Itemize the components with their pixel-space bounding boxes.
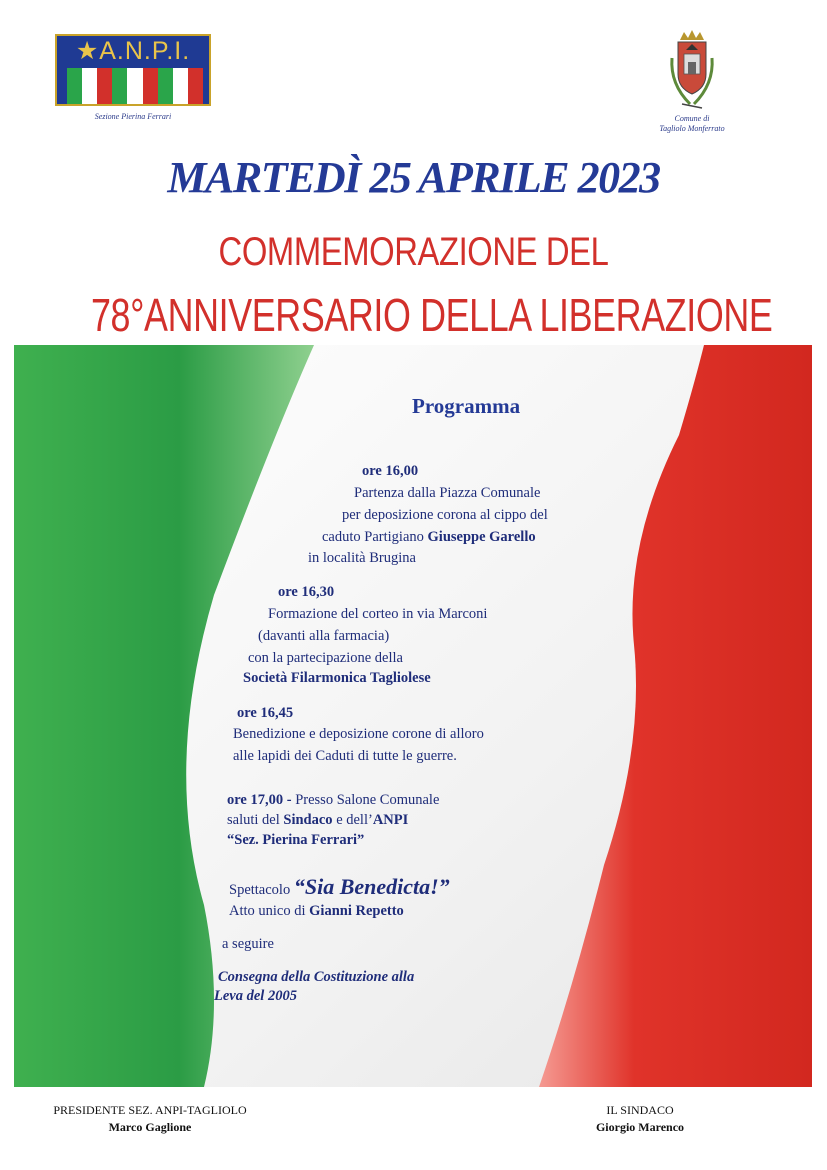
item4-line2-c: e dell’ (332, 812, 373, 828)
item1-time (362, 461, 418, 481)
item4-line2-d: ANPI (372, 812, 409, 828)
item2-line3: con la partecipazione della (248, 650, 403, 666)
program-heading: Programma (412, 394, 521, 418)
president-name: Marco Gaglione (108, 1120, 192, 1134)
item1-line3-text: caduto Partigiano (322, 529, 428, 545)
anpi-logo (55, 34, 211, 106)
item1-partisan-name: Giuseppe Garello (427, 529, 536, 545)
item2-line4 (243, 668, 431, 688)
item5-label: Spettacolo (229, 882, 294, 898)
item6-line3: Leva del 2005 (214, 988, 297, 1004)
item4-line1-text: Presso Salone Comunale (291, 792, 440, 808)
item3-line2: alle lapidi dei Caduti di tutte le guerre. (233, 748, 457, 764)
item4-section-name: “Sez. Pierina Ferrari” (227, 832, 365, 848)
comune-caption-line1: Comune di (674, 114, 710, 123)
title-line1: COMMEMORAZIONE DEL (218, 230, 609, 274)
mayor-role: IL SINDACO (606, 1103, 674, 1117)
item5-author: Gianni Repetto (309, 903, 404, 919)
item5-line2-a: Atto unico di (229, 903, 310, 919)
item2-band-name: Società Filarmonica Tagliolese (243, 670, 431, 686)
comune-crest-icon (666, 28, 718, 112)
item2-line2: (davanti alla farmacia) (258, 628, 390, 644)
item5-line1 (229, 874, 450, 903)
item4-line2 (227, 810, 408, 830)
item3-time-text: ore 16,45 (237, 705, 294, 721)
item5-line2 (229, 901, 404, 921)
event-date-title: MARTEDÌ 25 APRILE 2023 (167, 153, 660, 202)
anpi-caption: Sezione Pierina Ferrari (94, 112, 172, 121)
anpi-logo-stripes (67, 68, 203, 104)
item3-time (237, 703, 293, 723)
item6-line2: Consegna della Costituzione alla (218, 969, 415, 985)
comune-caption (640, 114, 744, 134)
item4-line2-a: saluti del (227, 812, 284, 828)
item2-time-text: ore 16,30 (278, 584, 335, 600)
item4-line1 (227, 790, 439, 810)
item5-show-title: “Sia Benedicta!” (293, 874, 450, 899)
item1-line1: Partenza dalla Piazza Comunale (354, 485, 541, 501)
item1-line4: in località Brugina (308, 550, 416, 566)
president-role: PRESIDENTE SEZ. ANPI-TAGLIOLO (53, 1103, 247, 1117)
item6-line1: a seguire (222, 936, 274, 952)
title-line2: 78°ANNIVERSARIO DELLA LIBERAZIONE (90, 289, 773, 341)
item4-line3 (227, 830, 364, 850)
item2-time (278, 582, 334, 602)
item1-line2: per deposizione corona al cippo del (342, 507, 548, 523)
item4-line2-b: Sindaco (283, 812, 333, 828)
mayor-name: Giorgio Marenco (595, 1120, 685, 1134)
comune-caption-line2: Tagliolo Monferrato (659, 124, 725, 133)
item4-time-text: ore 17,00 - (227, 792, 292, 808)
item3-line1: Benedizione e deposizione corone di alloro (233, 726, 484, 742)
item1-time-text: ore 16,00 (362, 463, 419, 479)
item1-line3 (322, 527, 536, 547)
item2-line1: Formazione del corteo in via Marconi (268, 606, 488, 622)
anpi-logo-text: ★A.N.P.I. (75, 37, 191, 65)
